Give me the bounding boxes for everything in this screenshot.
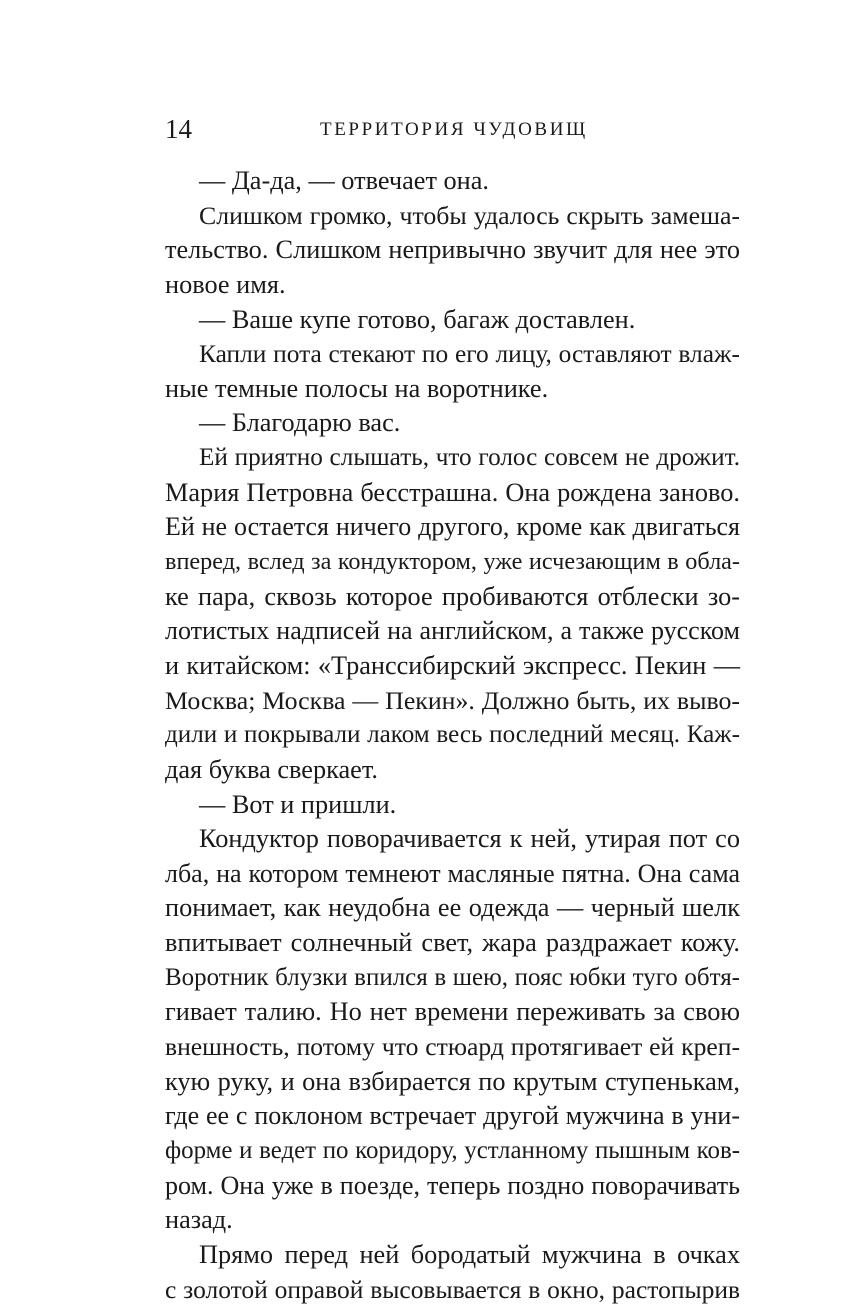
text-line: Ей не остается ничего другого, кроме как двигаться (165, 510, 740, 545)
text-line: гивает талию. Но нет времени переживать за свою (165, 995, 740, 1030)
text-line: Ей приятно слышать, что голос совсем не дрожит. (165, 441, 740, 476)
text-line: Мария Петровна бесстрашна. Она рождена заново. (165, 476, 740, 511)
text-line: Слишком громко, чтобы удалось скрыть замеша- (165, 199, 740, 234)
text-line: Кондуктор поворачивается к ней, утирая пот со (165, 822, 740, 857)
text-line: — Ваше купе готово, багаж доставлен. (165, 303, 740, 338)
text-line: ке пара, сквозь которое пробиваются отблески зо- (165, 580, 740, 615)
text-line: дили и покрывали лаком весь последний месяц. Каж- (165, 718, 740, 753)
text-line: форме и ведет по коридору, устланному пышным ков- (165, 1134, 740, 1169)
text-line: назад. (165, 1203, 740, 1238)
text-line: — Вот и пришли. (165, 788, 740, 823)
text-line: лба, на котором темнеют масляные пятна. Она сама (165, 857, 740, 892)
text-line: и китайском: «Транссибирский экспресс. Пекин — (165, 649, 740, 684)
text-line: лотистых надписей на английском, а также русском (165, 614, 740, 649)
text-line: Прямо перед ней бородатый мужчина в очках (165, 1238, 740, 1273)
text-line: новое имя. (165, 268, 740, 303)
text-line: впитывает солнечный свет, жара раздражает кожу. (165, 926, 740, 961)
text-line: вперед, вслед за кондуктором, уже исчезающим в обла- (165, 545, 740, 580)
text-line: дая буква сверкает. (165, 753, 740, 788)
text-line: понимает, как неудобна ее одежда — черный шелк (165, 891, 740, 926)
text-line: с золотой оправой высовывается в окно, растопырив (165, 1273, 740, 1307)
text-line: кую руку, и она взбирается по крутым ступенькам, (165, 1065, 740, 1100)
text-line: внешность, потому что стюард протягивает ей креп- (165, 1030, 740, 1065)
text-line: — Благодарю вас. (165, 406, 740, 441)
body-text (165, 164, 740, 1307)
text-line: Капли пота стекают по его лицу, оставляют влаж- (165, 337, 740, 372)
text-line: Воротник блузки впился в шею, пояс юбки туго обтя- (165, 961, 740, 996)
page-number: 14 (165, 112, 192, 146)
text-line: Москва; Москва — Пекин». Должно быть, их выво- (165, 684, 740, 719)
text-line: где ее с поклоном встречает другой мужчина в уни- (165, 1099, 740, 1134)
running-title: ТЕРРИТОРИЯ ЧУДОВИЩ (320, 117, 588, 143)
text-line: тельство. Слишком непривычно звучит для нее это (165, 233, 740, 268)
text-line: ные темные полосы на воротнике. (165, 372, 740, 407)
text-line: — Да-да, — отвечает она. (165, 164, 740, 199)
text-line: ром. Она уже в поезде, теперь поздно поворачивать (165, 1169, 740, 1204)
